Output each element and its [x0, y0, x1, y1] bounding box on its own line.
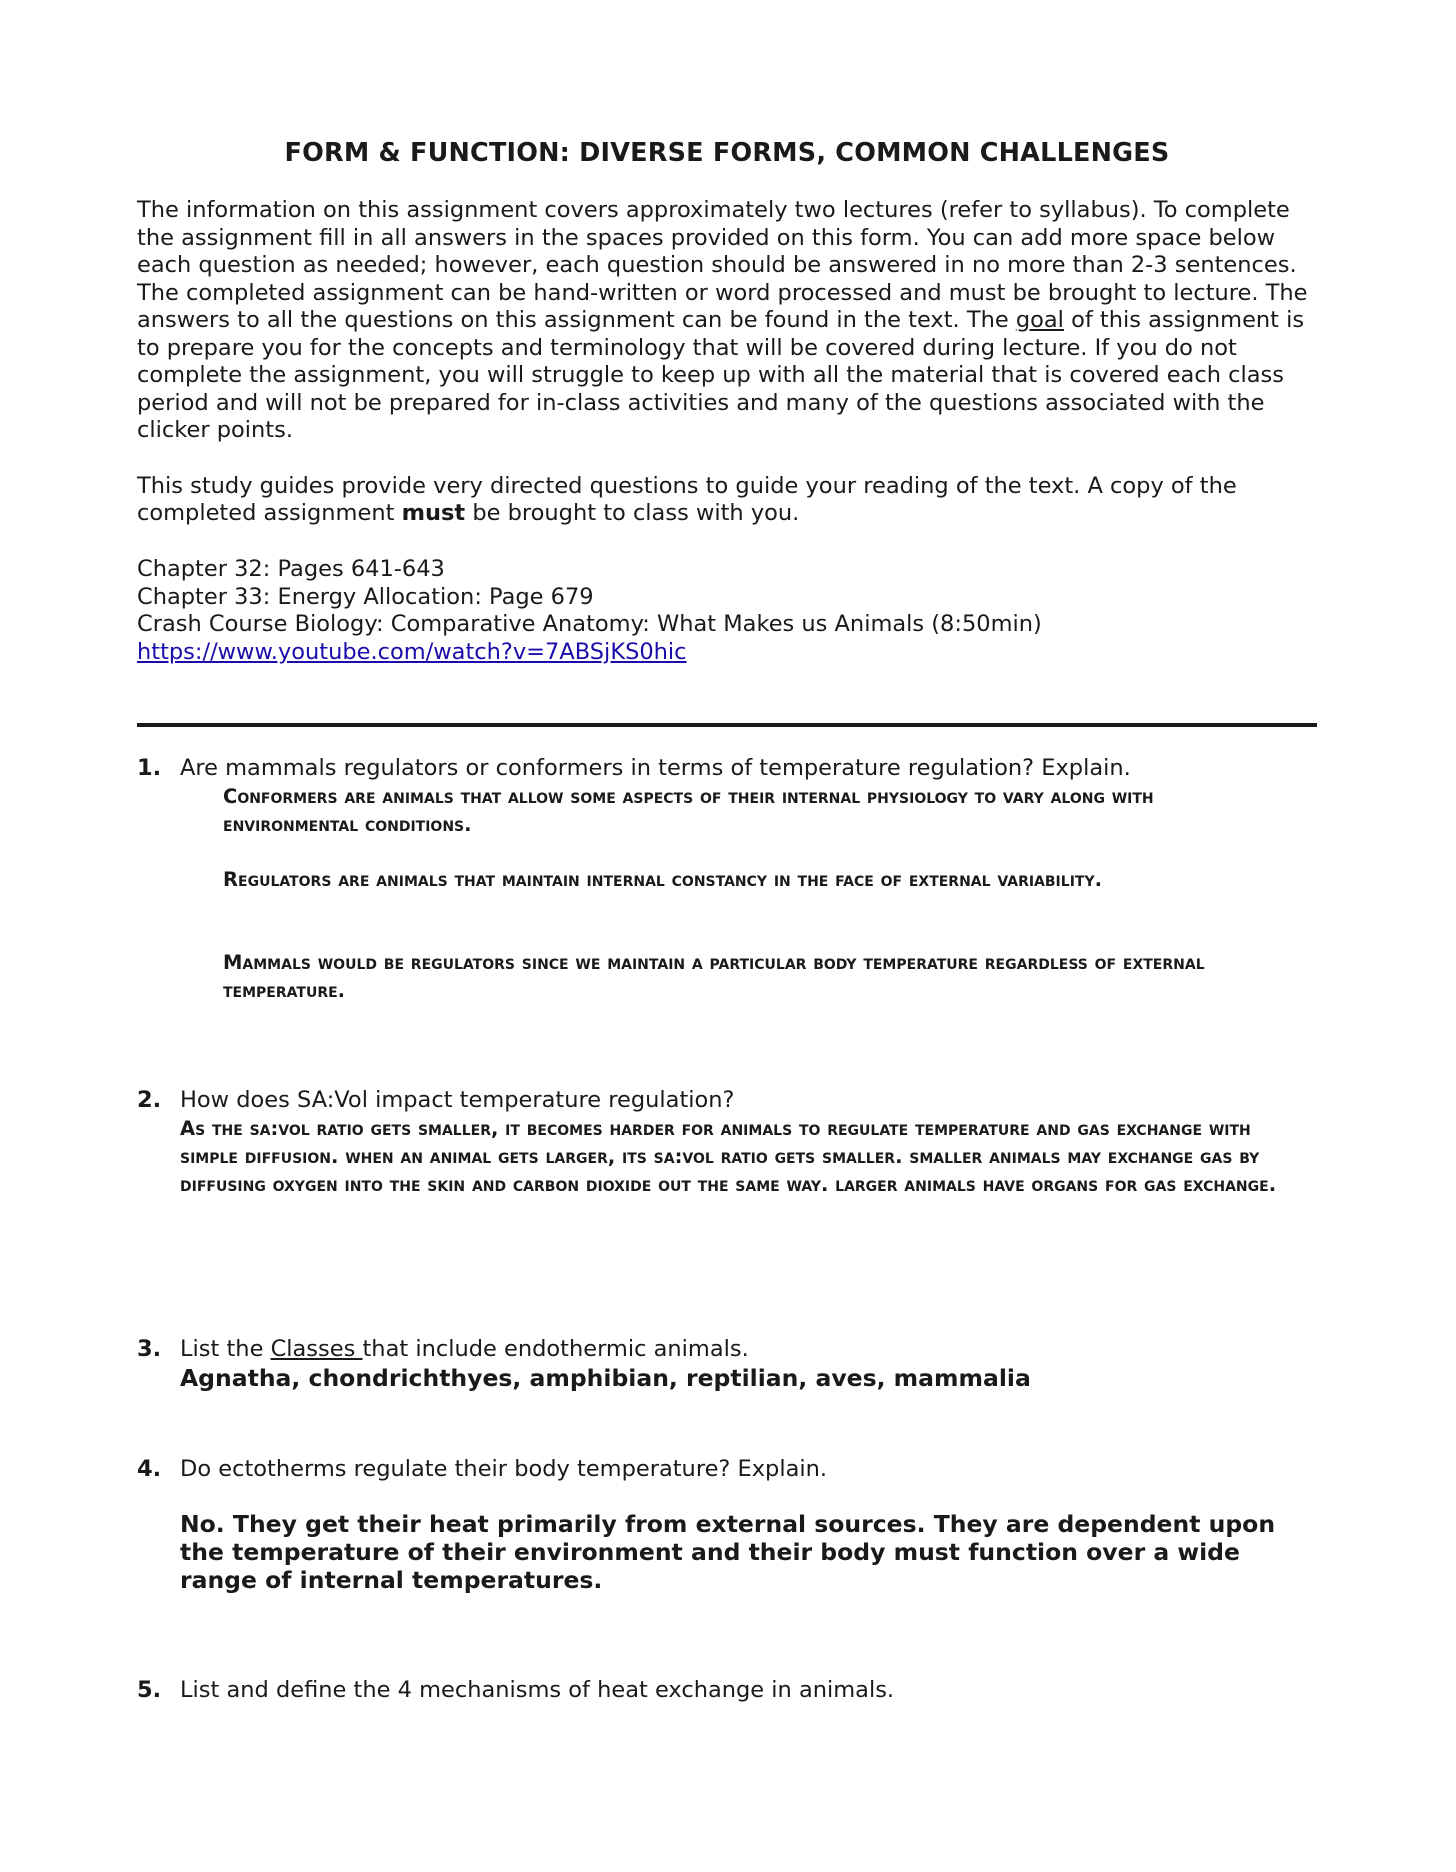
answer-ectotherms: No. They get their heat primarily from external sources. They are dependent upon the temperature of their environment and their body must function over a wide range of internal temperatures.	[180, 1510, 1276, 1594]
instructions-text-2a: This study guides provide very directed questions to guide your reading of the text. A copy of the completed assignment	[137, 472, 1237, 526]
answer-regulators: Regulators are animals that maintain internal constancy in the face of external variability.	[223, 868, 1102, 891]
instructions-text-2b: be brought to class with you.	[465, 500, 800, 526]
question-text-b: that include endothermic animals.	[362, 1336, 749, 1362]
reference-chapter-32: Chapter 32: Pages 641-643	[137, 556, 445, 582]
question-1	[137, 754, 1317, 1014]
answer-mammals: Mammals would be regulators since we maintain a particular body temperature regardless of external temperature.	[223, 951, 1205, 1002]
answer-sa-vol: As the sa:vol ratio gets smaller, it becomes harder for animals to regulate temperature and gas exchange with simple diffusion. when an animal gets larger, its sa:vol ratio gets smaller. smaller animals may exchange gas by diffusing oxygen into the skin and carbon dioxide out the same way. larger animals have organs for gas exchange.	[180, 1117, 1277, 1196]
question-number: 3.	[137, 1336, 162, 1362]
goal-word: goal	[1015, 307, 1064, 333]
reference-video: Crash Course Biology: Comparative Anatomy: What Makes us Animals (8:50min)	[137, 611, 1042, 637]
document-title: FORM & FUNCTION: DIVERSE FORMS, COMMON CHALLENGES	[284, 138, 1170, 168]
question-number: 2.	[137, 1087, 162, 1113]
question-2	[137, 1086, 1317, 1286]
instructions-text-1b: of this assignment is to prepare you for the concepts and terminology that will be covered during lecture. If you do not complete the assignment, you will struggle to keep up with all the material that is covered each class period and will not be prepared for in-class activities and many of the questions associated with the clicker points.	[137, 307, 1305, 443]
question-text: Do ectotherms regulate their body temperature? Explain.	[180, 1456, 828, 1482]
question-number: 4.	[137, 1456, 162, 1482]
reading-references	[137, 556, 1317, 666]
question-text: List and define the 4 mechanisms of heat exchange in animals.	[180, 1677, 895, 1703]
question-5	[137, 1676, 1317, 1706]
question-text: Are mammals regulators or conformers in terms of temperature regulation? Explain.	[180, 755, 1131, 781]
question-4	[137, 1455, 1317, 1595]
classes-word: Classes	[270, 1336, 363, 1362]
question-number: 5.	[137, 1677, 162, 1703]
instructions-paragraph-2	[137, 473, 1317, 528]
instructions	[137, 197, 1317, 556]
must-word: must	[401, 500, 466, 526]
question-text	[180, 1335, 749, 1363]
question-3	[137, 1335, 1317, 1395]
horizontal-divider	[137, 723, 1317, 727]
question-text-a: List the	[180, 1336, 271, 1362]
video-link[interactable]: https://www.youtube.com/watch?v=7ABSjKS0hic	[137, 638, 687, 665]
answer-conformers: Conformers are animals that allow some aspects of their internal physiology to vary along with environmental conditions.	[223, 785, 1154, 836]
answer-classes: Agnatha, chondrichthyes, amphibian, reptilian, aves, mammalia	[180, 1364, 1031, 1392]
reference-chapter-33: Chapter 33: Energy Allocation: Page 679	[137, 583, 594, 610]
question-number: 1.	[137, 755, 162, 781]
instructions-paragraph-1	[137, 197, 1317, 445]
instructions-text-1a: The information on this assignment covers approximately two lectures (refer to syllabus). To complete the assignment fill in all answers in the spaces provided on this form. You can add more space below each question as needed; however, each question should be answered in no more than 2-3 sentences. The completed assignment can be hand-written or word processed and must be brought to lecture. The answers to all the questions on this assignment can be found in the text. The	[137, 197, 1308, 333]
question-text: How does SA:Vol impact temperature regulation?	[180, 1087, 735, 1113]
